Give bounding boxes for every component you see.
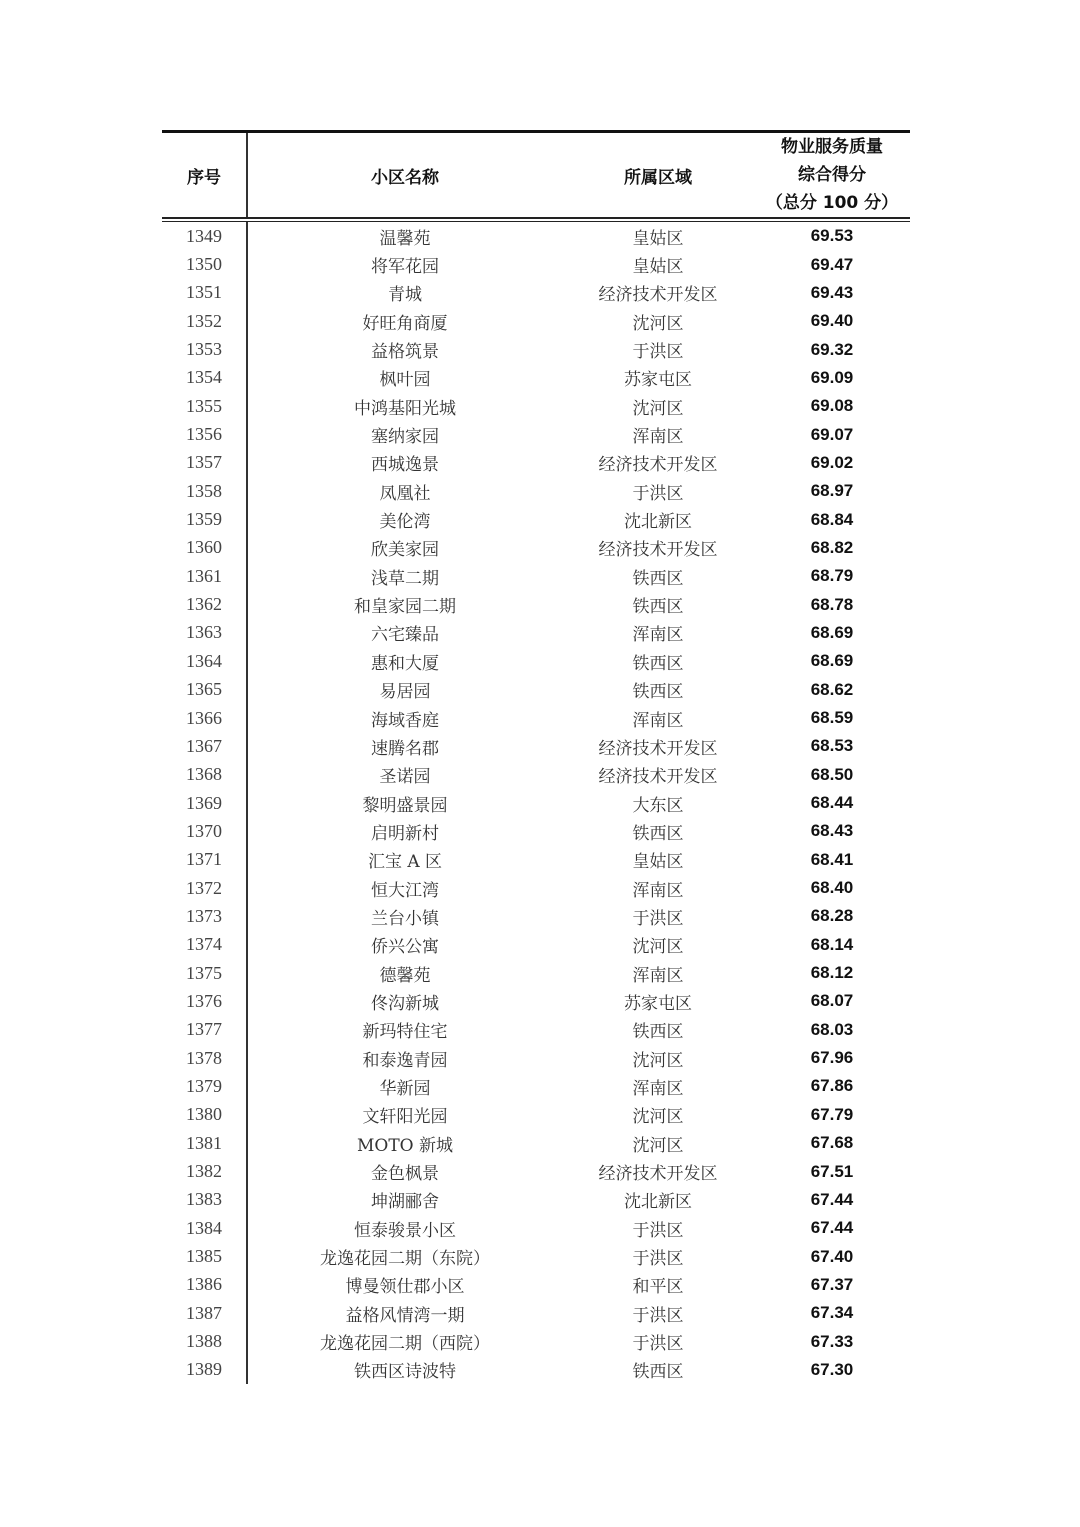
cell-seq: 1350 [162,250,248,278]
cell-seq: 1371 [162,846,248,874]
cell-name: 速腾名郡 [371,738,439,759]
cell-score: 68.62 [810,679,854,699]
table-row [162,817,910,845]
cell-seq: 1375 [162,959,248,987]
cell-score: 67.34 [810,1303,854,1323]
table-row [162,1356,910,1384]
cell-seq: 1384 [162,1214,248,1242]
table-row [162,392,910,420]
cell-area: 苏家屯区 [624,993,692,1014]
cell-area: 铁西区 [632,568,684,589]
table-row [162,364,910,392]
table-row [162,1214,910,1242]
table-row [162,959,910,987]
cell-seq: 1365 [162,676,248,704]
cell-area: 铁西区 [632,653,684,674]
cell-score: 69.47 [810,254,854,274]
cell-score: 69.07 [810,424,854,444]
cell-seq: 1379 [162,1072,248,1100]
cell-seq: 1366 [162,704,248,732]
cell-area: 沈河区 [632,1107,684,1128]
cell-score: 67.37 [810,1274,854,1294]
cell-area: 皇姑区 [632,852,684,873]
cell-name: 中鸿基阳光城 [354,398,456,419]
table-row [162,1327,910,1355]
cell-name: 欣美家园 [371,540,439,561]
cell-name: 易居园 [379,682,431,703]
cell-area: 沈河区 [632,937,684,958]
table-row [162,1186,910,1214]
cell-name: 兰台小镇 [371,908,439,929]
table-row [162,874,910,902]
cell-seq: 1352 [162,307,248,335]
table-row [162,477,910,505]
table-row [162,1157,910,1185]
header-score [754,133,910,217]
table-row [162,590,910,618]
cell-name: 浅草二期 [371,568,439,589]
table-row [162,647,910,675]
cell-seq: 1362 [162,590,248,618]
cell-score: 67.40 [810,1246,854,1266]
cell-seq: 1359 [162,505,248,533]
cell-area: 浑南区 [632,625,684,646]
cell-score: 67.33 [810,1331,854,1351]
cell-area: 铁西区 [632,1022,684,1043]
table-row [162,1271,910,1299]
table-row [162,676,910,704]
cell-name: 启明新村 [371,823,439,844]
cell-seq: 1368 [162,761,248,789]
cell-seq: 1367 [162,732,248,760]
cell-seq: 1358 [162,477,248,505]
table-row [162,902,910,930]
cell-name: 凤凰社 [379,483,431,504]
cell-name: 益格筑景 [371,342,439,363]
cell-seq: 1370 [162,817,248,845]
cell-score: 68.03 [810,1019,854,1039]
cell-name: 圣诺园 [379,767,431,788]
cell-name: 塞纳家园 [371,427,439,448]
cell-seq: 1349 [162,222,248,250]
cell-name: 将军花园 [371,257,439,278]
header-name: 小区名称 [371,167,439,188]
table-row [162,1044,910,1072]
cell-area: 于洪区 [632,1220,684,1241]
header-score-line2: 综合得分 [798,165,866,185]
score-table [162,130,910,1384]
cell-area: 沈河区 [632,1135,684,1156]
cell-area: 经济技术开发区 [598,540,718,561]
cell-name: 海域香庭 [371,710,439,731]
table-row [162,222,910,250]
cell-name: 黎明盛景园 [362,795,448,816]
cell-name: 青城 [388,285,422,306]
cell-score: 69.40 [810,311,854,331]
cell-name: 益格风情湾一期 [345,1305,465,1326]
cell-name: 西城逸景 [371,455,439,476]
cell-seq: 1385 [162,1242,248,1270]
cell-area: 和平区 [632,1277,684,1298]
table-row [162,505,910,533]
cell-score: 68.97 [810,481,854,501]
cell-score: 69.09 [810,367,854,387]
cell-area: 于洪区 [632,1305,684,1326]
cell-score: 68.69 [810,622,854,642]
table-row [162,1016,910,1044]
cell-score: 68.12 [810,963,854,983]
cell-name: 佟沟新城 [371,993,439,1014]
cell-seq: 1382 [162,1157,248,1185]
table-row [162,846,910,874]
cell-area: 苏家屯区 [624,370,692,391]
cell-area: 浑南区 [632,710,684,731]
cell-score: 67.51 [810,1161,854,1181]
cell-score: 67.96 [810,1048,854,1068]
cell-area: 铁西区 [632,597,684,618]
cell-score: 67.86 [810,1076,854,1096]
cell-seq: 1388 [162,1327,248,1355]
cell-area: 于洪区 [632,342,684,363]
cell-score: 68.69 [810,651,854,671]
cell-area: 于洪区 [632,1249,684,1270]
cell-name: 惠和大厦 [371,653,439,674]
cell-area: 沈河区 [632,1050,684,1071]
cell-seq: 1364 [162,647,248,675]
cell-area: 经济技术开发区 [598,738,718,759]
cell-seq: 1357 [162,449,248,477]
cell-name: 恒大江湾 [371,880,439,901]
table-row [162,307,910,335]
cell-seq: 1351 [162,279,248,307]
cell-area: 皇姑区 [632,257,684,278]
table-row [162,732,910,760]
cell-name: 和泰逸青园 [362,1050,448,1071]
cell-name: 坤湖郦舍 [371,1192,439,1213]
cell-score: 68.44 [810,793,854,813]
table-row [162,1242,910,1270]
table-row [162,1299,910,1327]
header-score-line3: （总分 100 分） [765,193,899,213]
cell-seq: 1374 [162,931,248,959]
cell-name: 龙逸花园二期（东院） [320,1249,490,1270]
cell-seq: 1363 [162,619,248,647]
cell-score: 69.43 [810,282,854,302]
cell-name: 好旺角商厦 [362,313,448,334]
table-row [162,420,910,448]
header-area: 所属区域 [624,167,692,188]
cell-score: 67.79 [810,1104,854,1124]
cell-score: 69.32 [810,339,854,359]
cell-area: 浑南区 [632,427,684,448]
cell-area: 经济技术开发区 [598,285,718,306]
table-row [162,619,910,647]
cell-name: 六宅臻品 [371,625,439,646]
cell-seq: 1381 [162,1129,248,1157]
cell-seq: 1386 [162,1271,248,1299]
cell-area: 大东区 [632,795,684,816]
cell-seq: 1355 [162,392,248,420]
cell-area: 浑南区 [632,965,684,986]
cell-seq: 1353 [162,335,248,363]
cell-name: 铁西区诗波特 [354,1362,456,1383]
cell-name: 文轩阳光园 [362,1107,448,1128]
cell-seq: 1372 [162,874,248,902]
cell-score: 68.50 [810,764,854,784]
cell-seq: 1373 [162,902,248,930]
cell-name: 龙逸花园二期（西院） [320,1334,490,1355]
table-row [162,1129,910,1157]
cell-score: 67.68 [810,1133,854,1153]
cell-score: 68.43 [810,821,854,841]
cell-area: 沈北新区 [624,1192,692,1213]
cell-area: 沈北新区 [624,512,692,533]
cell-score: 69.02 [810,452,854,472]
cell-score: 68.78 [810,594,854,614]
table-row [162,562,910,590]
cell-score: 67.44 [810,1189,854,1209]
cell-score: 67.44 [810,1218,854,1238]
cell-name: 汇宝 A 区 [367,852,443,873]
cell-area: 经济技术开发区 [598,1164,718,1185]
table-header [162,133,910,217]
table-row [162,335,910,363]
cell-name: 华新园 [379,1078,431,1099]
cell-seq: 1354 [162,364,248,392]
cell-area: 沈河区 [632,398,684,419]
cell-score: 69.53 [810,226,854,246]
cell-seq: 1383 [162,1186,248,1214]
cell-area: 经济技术开发区 [598,767,718,788]
cell-area: 铁西区 [632,1362,684,1383]
cell-seq: 1361 [162,562,248,590]
cell-score: 68.84 [810,509,854,529]
cell-seq: 1376 [162,987,248,1015]
cell-name: 美伦湾 [379,512,431,533]
cell-area: 铁西区 [632,823,684,844]
cell-seq: 1369 [162,789,248,817]
cell-seq: 1356 [162,420,248,448]
cell-name: 金色枫景 [371,1164,439,1185]
table-row [162,987,910,1015]
cell-area: 沈河区 [632,313,684,334]
table-row [162,789,910,817]
table-row [162,250,910,278]
cell-name: 和皇家园二期 [354,597,456,618]
table-row [162,704,910,732]
table-body [162,222,910,1384]
header-score-line1: 物业服务质量 [781,137,883,157]
cell-area: 于洪区 [632,483,684,504]
cell-name: 恒泰骏景小区 [354,1220,456,1241]
cell-seq: 1377 [162,1016,248,1044]
cell-name: 温馨苑 [379,228,431,249]
cell-seq: 1380 [162,1101,248,1129]
cell-name: 博曼领仕郡小区 [345,1277,465,1298]
cell-seq: 1378 [162,1044,248,1072]
table-row [162,449,910,477]
cell-area: 浑南区 [632,880,684,901]
cell-score: 68.79 [810,566,854,586]
cell-score: 68.53 [810,736,854,756]
cell-score: 67.30 [810,1359,854,1379]
header-seq: 序号 [162,133,248,217]
table-row [162,534,910,562]
cell-seq: 1389 [162,1356,248,1384]
cell-name: 侨兴公寓 [371,937,439,958]
cell-name: 德馨苑 [379,965,431,986]
cell-area: 经济技术开发区 [598,455,718,476]
cell-name: MOTO 新城 [356,1135,454,1156]
cell-area: 于洪区 [632,1334,684,1355]
cell-name: 枫叶园 [379,370,431,391]
table-row [162,279,910,307]
cell-area: 皇姑区 [632,228,684,249]
table-row [162,1072,910,1100]
cell-score: 68.82 [810,537,854,557]
cell-area: 于洪区 [632,908,684,929]
cell-score: 68.28 [810,906,854,926]
cell-score: 68.07 [810,991,854,1011]
cell-seq: 1360 [162,534,248,562]
cell-score: 68.40 [810,878,854,898]
cell-score: 68.59 [810,708,854,728]
cell-area: 铁西区 [632,682,684,703]
table-row [162,931,910,959]
cell-area: 浑南区 [632,1078,684,1099]
table-row [162,761,910,789]
table-row [162,1101,910,1129]
cell-seq: 1387 [162,1299,248,1327]
cell-score: 68.14 [810,934,854,954]
cell-score: 68.41 [810,849,854,869]
cell-name: 新玛特住宅 [362,1022,448,1043]
cell-score: 69.08 [810,396,854,416]
